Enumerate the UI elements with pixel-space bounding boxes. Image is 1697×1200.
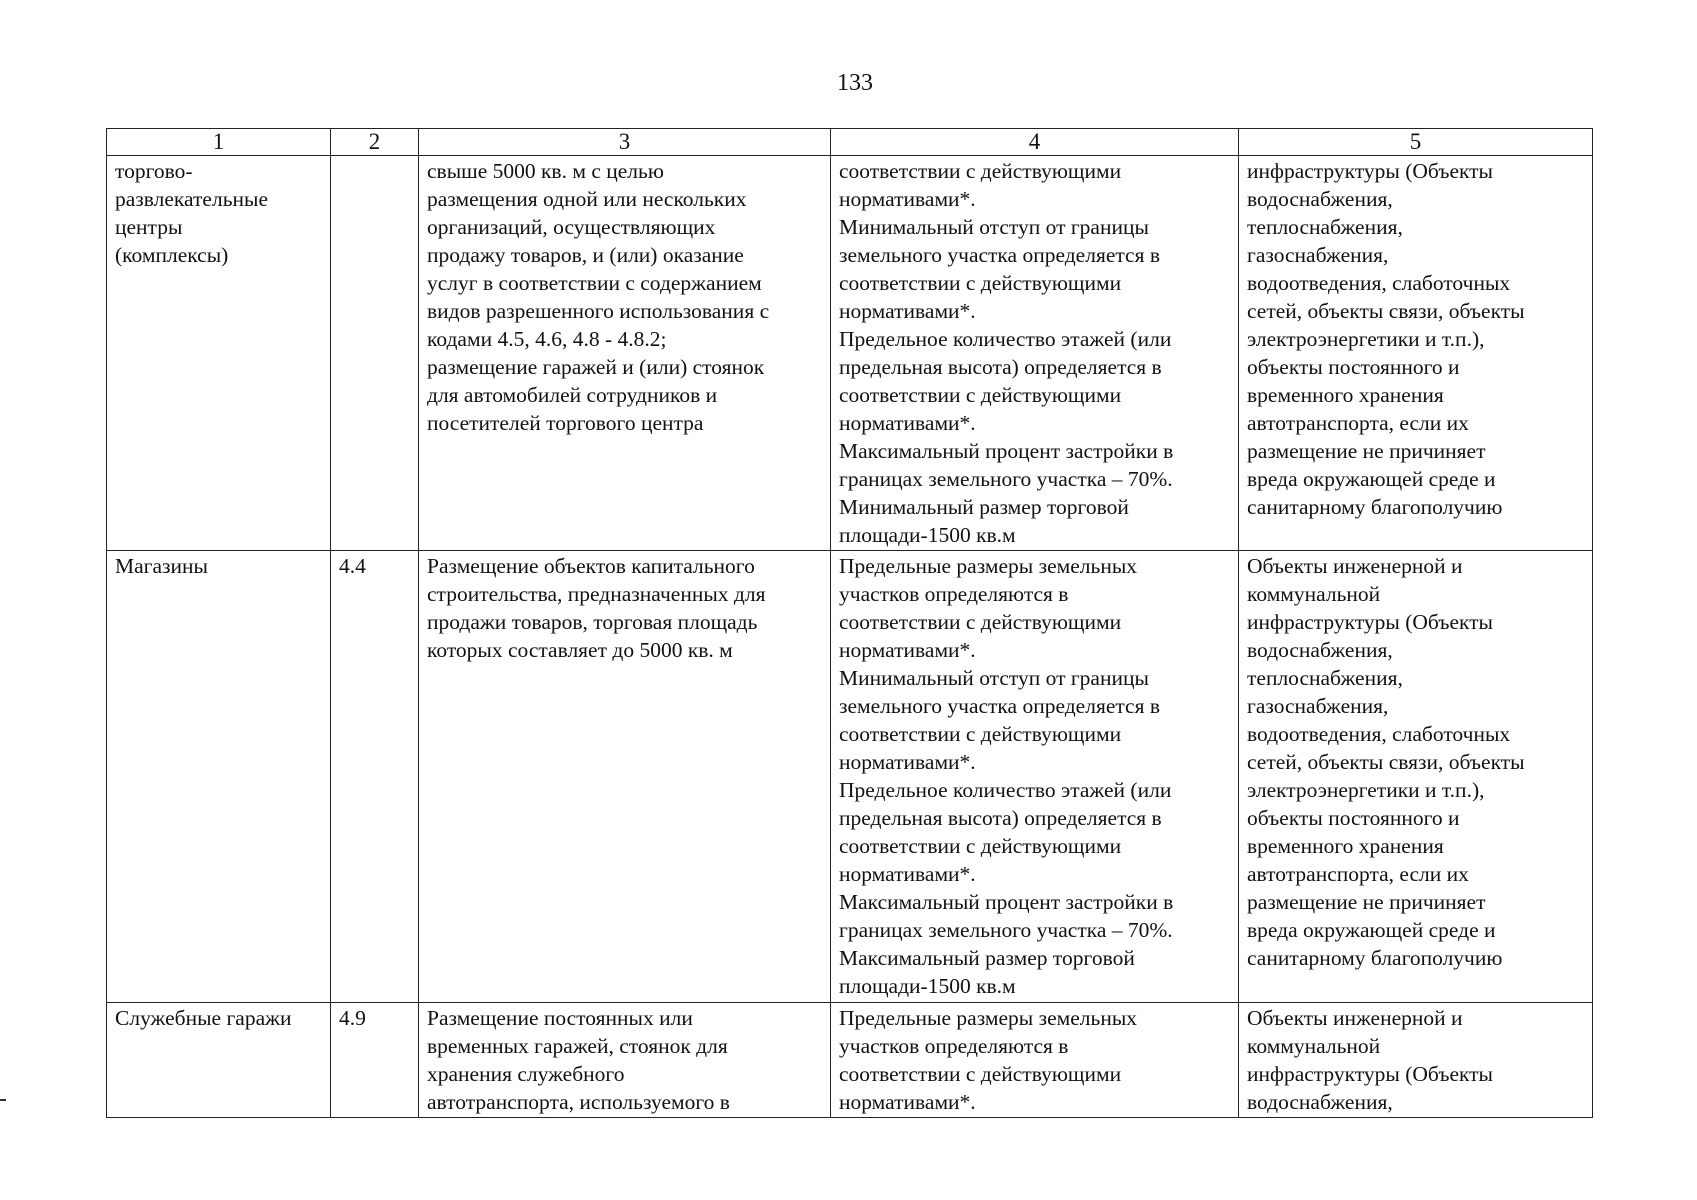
column-number-4: 4 xyxy=(831,129,1239,156)
use-name-cell: Служебные гаражи xyxy=(107,1003,331,1118)
header-row xyxy=(107,129,1593,156)
scan-edge-mark xyxy=(0,1099,6,1101)
auxiliary-uses-cell: Объекты инженерной и коммунальной инфраструктуры (Объекты водоснабжения, теплоснабжения, газоснабжения, водоотведения, слаботочных сетей, объекты связи, объекты электроэнергетики и т.п.), объекты постоянного и временного хранения автотранспорта, если их размещение не причиняет вреда окружающей среде и санитарному благополучию xyxy=(1239,551,1593,1003)
auxiliary-uses-cell: Объекты инженерной и коммунальной инфраструктуры (Объекты водоснабжения, xyxy=(1239,1003,1593,1118)
use-code-cell: 4.4 xyxy=(331,551,419,1003)
parameters-cell: Предельные размеры земельных участков определяются в соответствии с действующими нормативами*. xyxy=(831,1003,1239,1118)
use-code-cell xyxy=(331,156,419,551)
page-number: 133 xyxy=(837,70,873,96)
use-name-cell: торгово- развлекательные центры (комплексы) xyxy=(107,156,331,551)
use-code-cell: 4.9 xyxy=(331,1003,419,1118)
use-description-cell: Размещение объектов капитального строительства, предназначенных для продажи товаров, торговая площадь которых составляет до 5000 кв. м xyxy=(419,551,831,1003)
column-number-2: 2 xyxy=(331,129,419,156)
column-number-3: 3 xyxy=(419,129,831,156)
table-row xyxy=(107,551,1593,1003)
table-row xyxy=(107,156,1593,551)
auxiliary-uses-cell: инфраструктуры (Объекты водоснабжения, теплоснабжения, газоснабжения, водоотведения, слаботочных сетей, объекты связи, объекты электроэнергетики и т.п.), объекты постоянного и временного хранения автотранспорта, если их размещение не причиняет вреда окружающей среде и санитарному благополучию xyxy=(1239,156,1593,551)
land-use-table xyxy=(106,128,1593,1118)
parameters-cell: соответствии с действующими нормативами*. Минимальный отступ от границы земельного участка определяется в соответствии с действующими нормативами*. Предельное количество этажей (или предельная высота) определяется в соответствии с действующими нормативами*. Максимальный процент застройки в границах земельного участка – 70%. Минимальный размер торговой площади-1500 кв.м xyxy=(831,156,1239,551)
use-name-cell: Магазины xyxy=(107,551,331,1003)
column-number-5: 5 xyxy=(1239,129,1593,156)
column-number-1: 1 xyxy=(107,129,331,156)
table-row xyxy=(107,1003,1593,1118)
parameters-cell: Предельные размеры земельных участков определяются в соответствии с действующими нормативами*. Минимальный отступ от границы земельного участка определяется в соответствии с действующими нормативами*. Предельное количество этажей (или предельная высота) определяется в соответствии с действующими нормативами*. Максимальный процент застройки в границах земельного участка – 70%. Максимальный размер торговой площади-1500 кв.м xyxy=(831,551,1239,1003)
use-description-cell: свыше 5000 кв. м с целью размещения одной или нескольких организаций, осуществляющих продажу товаров, и (или) оказание услуг в соответствии с содержанием видов разрешенного использования с кодами 4.5, 4.6, 4.8 - 4.8.2; размещение гаражей и (или) стоянок для автомобилей сотрудников и посетителей торгового центра xyxy=(419,156,831,551)
use-description-cell: Размещение постоянных или временных гаражей, стоянок для хранения служебного автотранспорта, используемого в xyxy=(419,1003,831,1118)
